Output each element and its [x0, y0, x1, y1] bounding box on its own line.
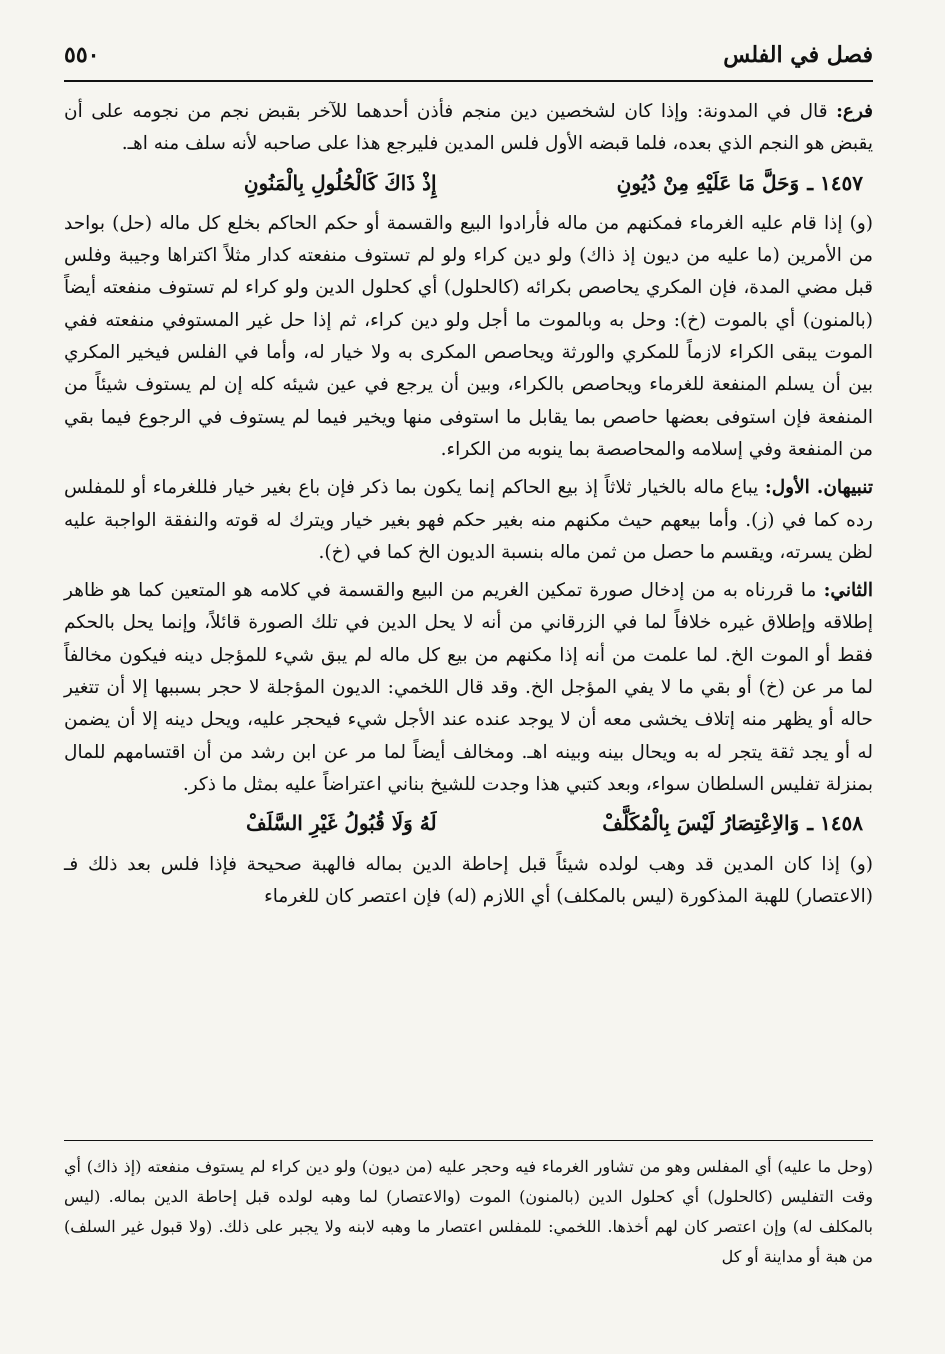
note-second	[64, 575, 873, 801]
verse-hemistich-first: وَالاِعْتِصَارُ لَيْسَ بِالْمُكَلَّفْ	[602, 811, 800, 836]
note-text: ما قررناه به من إدخال صورة تمكين الغريم من البيع والقسمة في كلامه هو المتعين كما هو ظاهر إطلاقه وإطلاق غيره خلافاً لما في الزرقاني من أنه لا يحل الدين في تلك الصورة قائلاً، وإنما يحل بالحكم فقط أو الموت الخ. لما علمت من أنه إذا مكنهم من بيع كل ماله لم يبق شيء للمؤجل دينه فيكون مخالفاً لما مر عن (خ) أو بقي ما لا يفي المؤجل الخ. وقد قال اللخمي: الديون المؤجلة لا حجر بسببها إلا أن تتغير حاله أو يظهر منه إتلاف يخشى معه أن لا يوجد عنده عند الأجل شيء فيحجر عليه، ويحل دينه إلا أن يضمن له أو يجد ثقة يتجر له به ويحال بينه وبينه اهـ. ومخالف أيضاً لما مر عن ابن رشد من أن اقتسامهم للمال بمنزلة تفليس السلطان سواء، وبعد كتبي هذا وجدت للشيخ بناني اعتراضاً عليه بمثل ما ذكر.	[64, 580, 873, 795]
note-text: يباع ماله بالخيار ثلاثاً إذ بيع الحاكم إنما يكون بما ذكر فإن باع بغير خيار فللغرماء أو للمفلس رده كما في (ز). وأما بيعهم حيث مكنهم منه بغير حكم فهو بغير خيار ويترك له قوته والنفقة الواجبة عليه لظن يسرته، ويقسم ما حصل من ثمن ماله بنسبة الديون الخ كما في (خ).	[64, 477, 873, 563]
note-first	[64, 472, 873, 569]
verse-1458	[64, 807, 873, 840]
note-lead: الثاني:	[823, 580, 873, 602]
verse-hemistich-first: وَحَلَّ مَا عَلَيْهِ مِنْ دُيُونِ	[616, 170, 800, 195]
commentary-1458: (و) إذا كان المدين قد وهب لولده شيئاً قبل إحاطة الدين بماله فالهبة صحيحة فإذا فلس بعد ذلك فـ (الاعتصار) للهبة المذكورة (ليس بالمكلف) أي اللازم (له) فإن اعتصر كان للغرماء	[64, 853, 873, 907]
verse-1457	[64, 167, 873, 200]
verse-number: ١٤٥٧ ـ	[807, 170, 863, 195]
note-lead: تنبيهان. الأول:	[764, 477, 873, 499]
verse-hemistich-second: إِذْ ذَاكَ كَالْحُلُولِ بِالْمَنُونِ	[243, 170, 437, 195]
footnote-text: (وحل ما عليه) أي المفلس وهو من تشاور الغرماء فيه وحجر عليه (من ديون) ولو دين كراء لم يستوف منفعته (إذ ذاك) أي وقت التفليس (كالحلول) أي كحلول الدين (بالمنون) الموت (والاعتصار) لما وهبه لولده قبل إحاطة الدين بماله. (ليس بالمكلف له) وإن اعتصر كان لهم أخذها. اللخمي: للمفلس اعتصار ما وهبه لابنه ولا يجبر على ذلك. (ولا قبول غير السلف) من هبة أو مداينة أو كل	[64, 1157, 873, 1266]
header-divider	[64, 80, 873, 82]
verse-number: ١٤٥٨ ـ	[807, 811, 863, 836]
chapter-title: فصل في الفلس	[723, 42, 873, 68]
paragraph-far	[64, 96, 873, 161]
paragraph-text: قال في المدونة: وإذا كان لشخصين دين منجم فأذن أحدهما للآخر بقبض نجم من نجومه على أن يقبض هو النجم الذي بعده، فلما قبضه الأول فلس المدين فليرجع هذا على صاحبه لأنه سلف منه اهـ.	[64, 101, 873, 155]
paragraph-lead: فرع:	[836, 101, 873, 122]
page-number: ٥٥٠	[64, 42, 100, 68]
commentary-1457: (و) إذا قام عليه الغرماء فمكنهم من ماله فأرادوا البيع والقسمة أو حكم الحاكم بخلع كل ماله (حل) بواحد من الأمرين (ما عليه من ديون إذ ذاك) ولو دين كراء ولو لم تستوف منفعته كدار مثلاً اكتراها وجيبة وفلس قبل مضي المدة، فإن المكري يحاصص بكرائه (كالحلول) أي كحلول الدين ولو كراء لم تستوف منفعته أيضاً (بالمنون) أي بالموت (خ): وحل به وبالموت ما أجل ولو دين كراء، ثم إذا حل غير المستوفي منفعته ففي الموت يبقى الكراء لازماً للمكري والورثة ويحاصص المكرى به ولا خيار له، وأما في الفلس فيخير المكري بين أن يسلم المنفعة للغرماء ويحاصص بالكراء، وبين أن يرجع في عين شيئه كله إن لم يستوف شيئاً من المنفعة فإن استوفى بعضها حاصص بما يقابل ما استوفى منها ويخير فيما لم يستوف في الرجوع فيما بقي من المنفعة وفي إسلامه والمحاصصة بما ينوبه من الكراء.	[64, 212, 873, 460]
page-header	[64, 40, 873, 84]
main-text	[64, 96, 873, 919]
verse-hemistich-second: لَهُ وَلَا قُبُولُ غَيْرِ السَّلَفْ	[246, 811, 437, 836]
footnote-divider	[64, 1140, 873, 1141]
